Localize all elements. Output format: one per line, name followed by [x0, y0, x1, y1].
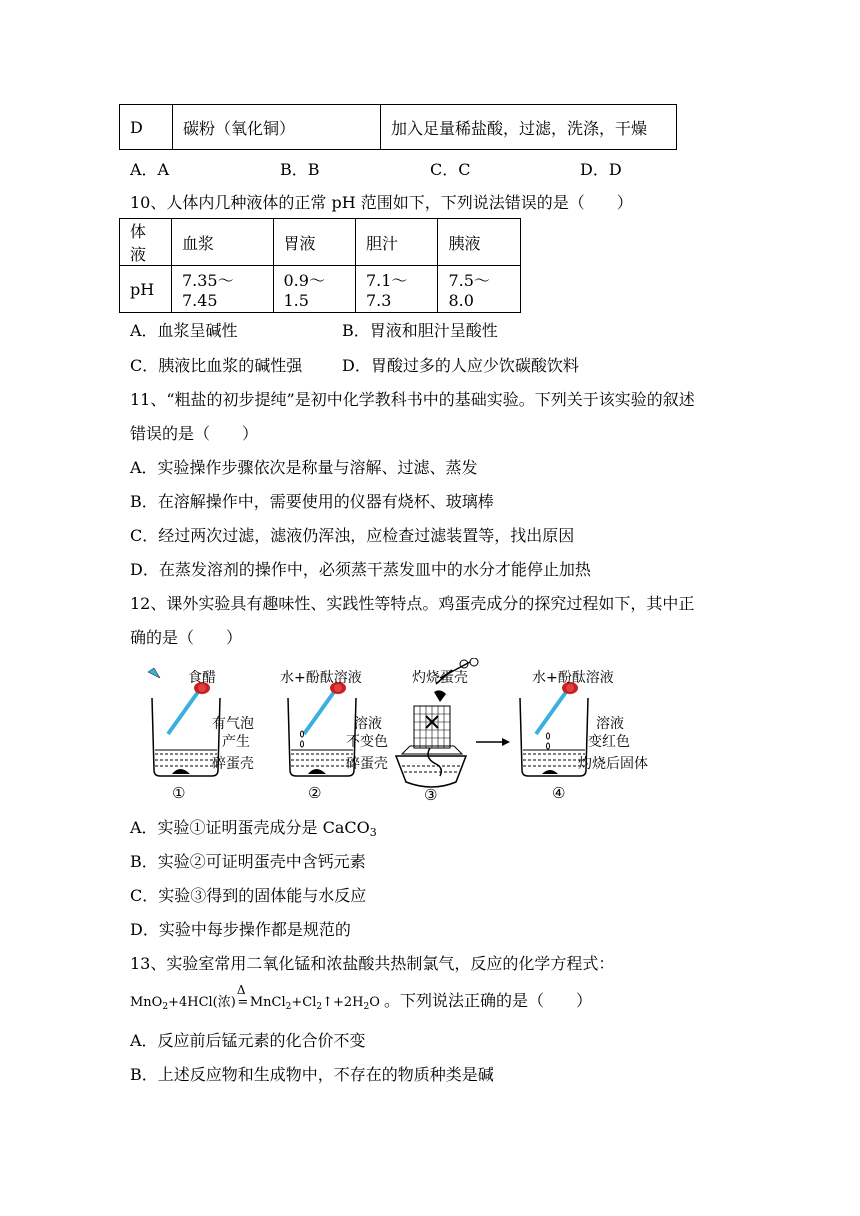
table-cell: 7.35～7.45: [171, 266, 273, 313]
q10-ph-table: [119, 218, 521, 313]
q10-stem: 10、人体内几种液体的正常 pH 范围如下，下列说法错误的是（ ）: [130, 193, 633, 212]
option-a[interactable]: A．反应前后锰元素的化合价不变: [130, 1031, 366, 1050]
option-d[interactable]: D．在蒸发溶剂的操作中，必须蒸干蒸发皿中的水分才能停止加热: [130, 560, 591, 579]
table-cell: 7.1～7.3: [355, 266, 437, 313]
table-cell: 碳粉（氧化铜）: [173, 105, 381, 150]
subscript: 2: [316, 1002, 323, 1012]
q12-stem-line1: 12、课外实验具有趣味性、实践性等特点。鸡蛋壳成分的探究过程如下，其中正: [130, 594, 695, 613]
label-turns-red: 变红色: [588, 734, 630, 750]
label-bubbles: 有气泡: [212, 716, 254, 732]
prev-answer-table: [119, 104, 677, 150]
option-b[interactable]: B．胃液和胆汁呈酸性: [342, 321, 498, 340]
option-d[interactable]: D．D: [580, 160, 622, 179]
eq-product-4: O: [369, 995, 380, 1010]
label-no-color-change: 不变色: [346, 734, 388, 750]
option-d[interactable]: D．胃酸过多的人应少饮碳酸饮料: [342, 356, 579, 375]
option-c[interactable]: C．经过两次过滤，滤液仍浑浊，应检查过滤装置等，找出原因: [130, 526, 575, 545]
eq-product-2: +Cl: [291, 995, 317, 1010]
q11-stem-line1: 11、“粗盐的初步提纯”是初中化学教科书中的基础实验。下列关于该实验的叙述: [130, 390, 695, 409]
option-c[interactable]: C．胰液比血浆的碱性强: [130, 356, 303, 375]
chemical-equation: [130, 983, 593, 1012]
q9-options: [130, 157, 622, 180]
option-b[interactable]: B．在溶解操作中，需要使用的仪器有烧杯、玻璃棒: [130, 492, 494, 511]
eq-reactant-1: MnO: [130, 995, 163, 1010]
subscript: 3: [369, 826, 377, 839]
table-cell: 加入足量稀盐酸，过滤，洗涤，干燥: [381, 105, 677, 150]
label-crushed-shell-2: 碎蛋壳: [346, 756, 388, 772]
eq-product-3: ↑+2H: [322, 995, 364, 1010]
option-a[interactable]: A．A: [130, 160, 170, 179]
q13-stem: 13、实验室常用二氧化锰和浓盐酸共热制氯气，反应的化学方程式：: [130, 954, 615, 973]
subscript: 2: [285, 1002, 292, 1012]
q11-stem-line2: 错误的是（ ）: [130, 424, 259, 443]
option-b[interactable]: B．B: [280, 160, 320, 179]
eq-reactant-2: +4HCl(浓): [168, 995, 236, 1010]
q10-options-row2: [130, 353, 579, 376]
label-water-phenolphthalein-4: 水+酚酞溶液: [532, 670, 614, 686]
table-header-cell: 胆汁: [355, 219, 437, 266]
label-produced: 产生: [222, 734, 250, 750]
q12-stem-line2: 确的是（ ）: [130, 628, 243, 647]
arrow-icon: [476, 738, 510, 746]
step-4-number: ④: [552, 784, 566, 802]
option-c[interactable]: C．C: [430, 160, 471, 179]
table-header-cell: 体液: [120, 219, 172, 266]
table-row: [120, 105, 677, 150]
label-burned-solid: 灼烧后固体: [578, 756, 648, 772]
table-cell: D: [120, 105, 173, 150]
table-row: [120, 266, 521, 313]
table-header-cell: 胰液: [438, 219, 521, 266]
subscript: 2: [162, 1002, 169, 1012]
q10-options-row1: [130, 318, 498, 341]
label-crushed-shell-1: 碎蛋壳: [212, 756, 254, 772]
step-1-number: ①: [172, 784, 186, 802]
table-header-cell: 血浆: [171, 219, 273, 266]
subscript: 2: [363, 1002, 370, 1012]
label-water-phenolphthalein-2: 水+酚酞溶液: [280, 670, 362, 686]
step-2-number: ②: [308, 784, 322, 802]
option-a[interactable]: A．实验操作步骤依次是称量与溶解、过滤、蒸发: [130, 458, 478, 477]
option-a-text: A．实验①证明蛋壳成分是 CaCO: [130, 818, 370, 837]
label-burn-eggshell: 灼烧蛋壳: [412, 670, 468, 686]
label-solution-4: 溶液: [596, 716, 624, 732]
delta-symbol: Δ: [236, 983, 246, 997]
option-a[interactable]: [130, 815, 377, 839]
eq-product-1: MnCl: [249, 995, 286, 1010]
table-cell: 0.9～1.5: [273, 266, 355, 313]
option-d[interactable]: D．实验中每步操作都是规范的: [130, 920, 351, 939]
option-b[interactable]: B．上述反应物和生成物中，不存在的物质种类是碱: [130, 1065, 494, 1084]
option-b[interactable]: B．实验②可证明蛋壳中含钙元素: [130, 852, 366, 871]
table-header-cell: 胃液: [273, 219, 355, 266]
eggshell-experiment-figure: [140, 658, 680, 810]
table-row: [120, 219, 521, 266]
table-cell: pH: [120, 266, 172, 313]
label-vinegar: 食醋: [188, 670, 216, 686]
option-c[interactable]: C．实验③得到的固体能与水反应: [130, 886, 367, 905]
step-3-number: ③: [424, 786, 438, 804]
table-cell: 7.5～8.0: [438, 266, 521, 313]
eq-suffix: 。下列说法正确的是（ ）: [384, 991, 593, 1010]
heat-over-equals: Δ =: [236, 983, 249, 1010]
label-solution-2: 溶液: [354, 716, 382, 732]
option-a[interactable]: A．血浆呈碱性: [130, 321, 238, 340]
